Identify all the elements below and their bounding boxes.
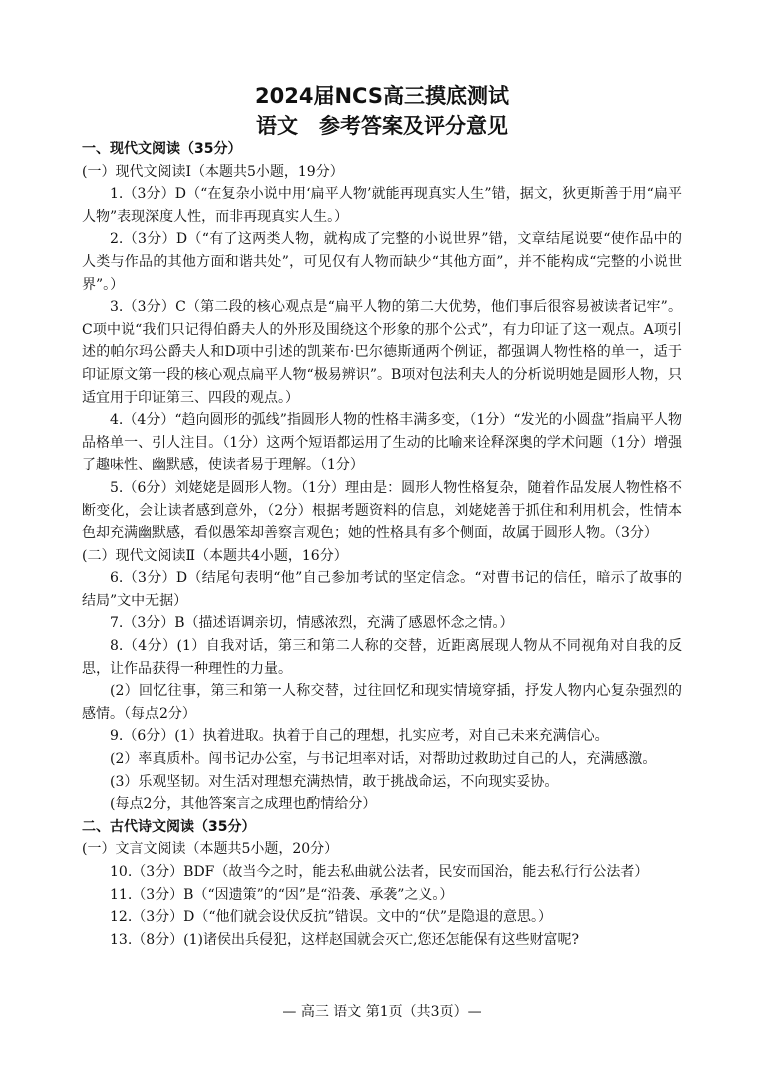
answer-paragraph: 8.（4分）(1）自我对话，第三和第二人称的交替，近距离展现人物从不同视角对自我的反思，让作品获得一种理性的力量。	[82, 638, 682, 677]
answer-paragraph: 2.（3分）D（“有了这两类人物，就构成了完整的小说世界”错，文章结尾说要“使作品中的人类与作品的其他方面和谐共处”，可见仅有人物而缺少“其他方面”，并不能构成“完整的小说世界”。）	[82, 231, 682, 293]
page-footer: — 高三 语文 第1页（共3页）—	[282, 1004, 482, 1020]
subsection-heading: (二）现代文阅读Ⅱ（本题共4小题，16分）	[82, 547, 348, 564]
answer-paragraph: 11.（3分）B（“因遗策”的“因”是“沿袭、承袭”之义。）	[110, 886, 454, 903]
answer-paragraph: (2）回忆往事，第三和第一人称交替，过往回忆和现实情境穿插，抒发人物内心复杂强烈的感情。（每点2分）	[82, 683, 682, 722]
answer-paragraph: (2）率真质朴。闯书记办公室，与书记坦率对话，对帮助过救助过自己的人，充满感激。	[110, 751, 657, 768]
subsection-heading: (一）现代文阅读Ⅰ（本题共5小题，19分）	[82, 163, 344, 180]
answer-paragraph: 9.（6分）(1）执着进取。执着于自己的理想，扎实应考，对自己未来充满信心。	[110, 728, 609, 745]
answer-paragraph: 10.（3分）BDF（故当今之时，能去私曲就公法者，民安而国治，能去私行行公法者）	[110, 864, 649, 880]
answer-paragraph: (3）乐观坚韧。对生活对理想充满热情，敢于挑战命运，不向现实妥协。	[110, 773, 559, 790]
page-title: 2024届NCS高三摸底测试	[255, 84, 509, 108]
answer-paragraph: 12.（3分）D（“他们就会设伏反抗”错误。文中的“伏”是隐退的意思。）	[110, 909, 553, 926]
answer-paragraph: (每点2分，其他答案言之成理也酌情给分）	[110, 796, 377, 813]
answer-paragraph: 7.（3分）B（描述语调亲切，情感浓烈，充满了感恩怀念之情。）	[110, 615, 514, 632]
answer-content	[82, 138, 682, 951]
answer-paragraph: 3.（3分）C（第二段的核心观点是“扁平人物的第二大优势，他们事后很容易被读者记牢”。C项中说“我们只记得伯爵夫人的外形及围绕这个形象的那个公式”，有力印证了这一观点。A项引述的帕尔玛公爵夫人和D项中引述的凯莱布·巴尔德斯通两个例证，都强调人物性格的单一，适于印证原文第一段的核心观点扁平人物“极易辨识”。B项对包法利夫人的分析说明她是圆形人物，只适宜用于印证第三、四段的观点。）	[82, 299, 682, 406]
answer-paragraph: 6.（3分）D（结尾句表明“他”自己参加考试的坚定信念。“对曹书记的信任，暗示了故事的结局”文中无据）	[82, 570, 682, 609]
answer-paragraph: 5.（6分）刘姥姥是圆形人物。（1分）理由是：圆形人物性格复杂，随着作品发展人物性格不断变化，会让读者感到意外，（2分）根据考题资料的信息，刘姥姥善于抓住和利用机会，性情本色却充满幽默感，看似愚笨却善察言观色；她的性格具有多个侧面，故属于圆形人物。（3分）	[82, 479, 682, 542]
section-heading: 二、古代诗文阅读（35分）	[82, 818, 256, 835]
answer-paragraph: 1.（3分）D（“在复杂小说中用‘扁平人物’就能再现真实人生”错，据文，狄更斯善于用“扁平人物”表现深度人性，而非再现真实人生。）	[82, 186, 682, 225]
page-subtitle: 语文 参考答案及评分意见	[256, 114, 508, 138]
section-heading: 一、现代文阅读（35分）	[82, 141, 242, 157]
answer-paragraph: 13.（8分）(1)诸侯出兵侵犯，这样赵国就会灭亡,您还怎能保有这些财富呢?	[110, 931, 579, 948]
subsection-heading: (一）文言文阅读（本题共5小题，20分）	[82, 841, 339, 858]
answer-paragraph: 4.（4分）“趋向圆形的弧线”指圆形人物的性格丰满多变，（1分）“发光的小圆盘”指扁平人物品格单一、引人注目。（1分）这两个短语都运用了生动的比喻来诠释深奥的学术问题（1分）增强了趣味性、幽默感，使读者易于理解。（1分）	[82, 412, 682, 474]
